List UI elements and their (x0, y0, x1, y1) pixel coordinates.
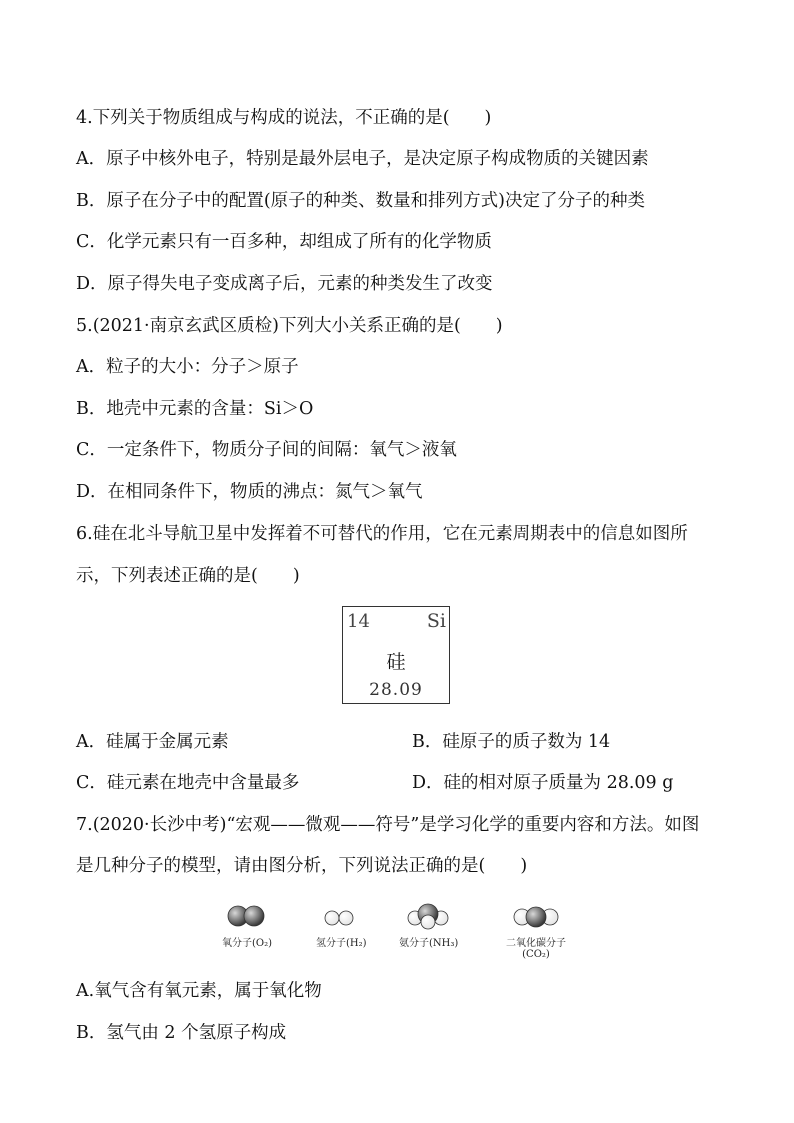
question-4-option-b: B．原子在分子中的配置(原子的种类、数量和排列方式)决定了分子的种类 (76, 191, 646, 211)
carbon-dioxide-molecule-label (505, 934, 567, 960)
carbon-dioxide-molecule-model (514, 907, 558, 927)
question-6-stem-line1: 6.硅在北斗导航卫星中发挥着不可替代的作用，它在元素周期表中的信息如图所 (76, 524, 688, 544)
element-name: 硅 (386, 651, 406, 673)
question-7-option-a: A.氧气含有氧元素，属于氧化物 (76, 981, 322, 1001)
question-7-stem-line2: 是几种分子的模型，请由图分析，下列说法正确的是( ) (76, 856, 528, 876)
question-7-option-b: B．氢气由 2 个氢原子构成 (76, 1023, 287, 1043)
oxygen-molecule-model (228, 906, 264, 926)
atomic-number: 14 (347, 611, 370, 632)
hydrogen-molecule-label: 氢分子(H₂) (316, 938, 367, 949)
question-5-option-a: A．粒子的大小：分子＞原子 (76, 357, 299, 377)
molecule-models-figure (200, 896, 600, 966)
question-6-stem-line2: 示，下列表述正确的是( ) (76, 566, 300, 586)
carbon-dioxide-label-line1: 二氧化碳分子 (506, 938, 566, 949)
ammonia-molecule-label: 氨分子(NH₃) (399, 938, 459, 949)
question-6-option-b: B．硅原子的质子数为 14 (412, 732, 611, 752)
question-5-option-d: D．在相同条件下，物质的沸点：氮气＞氧气 (76, 482, 423, 502)
question-4-option-d: D．原子得失电子变成离子后，元素的种类发生了改变 (76, 274, 493, 294)
ammonia-molecule-model (408, 904, 448, 929)
question-6-option-a: A．硅属于金属元素 (76, 732, 229, 752)
atomic-mass: 28.09 (369, 680, 423, 700)
question-7-stem-line1: 7.(2020·长沙中考)“宏观——微观——符号”是学习化学的重要内容和方法。如图 (76, 815, 700, 835)
molecule-models-svg (200, 896, 600, 936)
element-symbol: Si (426, 610, 446, 632)
question-4-option-c: C．化学元素只有一百多种，却组成了所有的化学物质 (76, 232, 492, 252)
question-5-option-b: B．地壳中元素的含量：Si＞O (76, 399, 314, 419)
oxygen-molecule-label: 氧分子(O₂) (222, 938, 273, 949)
question-4-stem: 4.下列关于物质组成与构成的说法，不正确的是( ) (76, 108, 492, 128)
question-6-option-d: D．硅的相对原子质量为 28.09 g (412, 773, 674, 793)
carbon-dioxide-label-line2: (CO₂) (522, 949, 550, 960)
question-4-option-a: A．原子中核外电子，特别是最外层电子，是决定原子构成物质的关键因素 (76, 149, 649, 169)
periodic-table-cell (342, 606, 450, 704)
question-6-option-c: C．硅元素在地壳中含量最多 (76, 773, 300, 793)
hydrogen-molecule-model (325, 911, 353, 925)
question-5-option-c: C．一定条件下，物质分子间的间隔：氧气＞液氧 (76, 440, 457, 460)
question-5-stem: 5.(2021·南京玄武区质检)下列大小关系正确的是( ) (76, 316, 503, 336)
